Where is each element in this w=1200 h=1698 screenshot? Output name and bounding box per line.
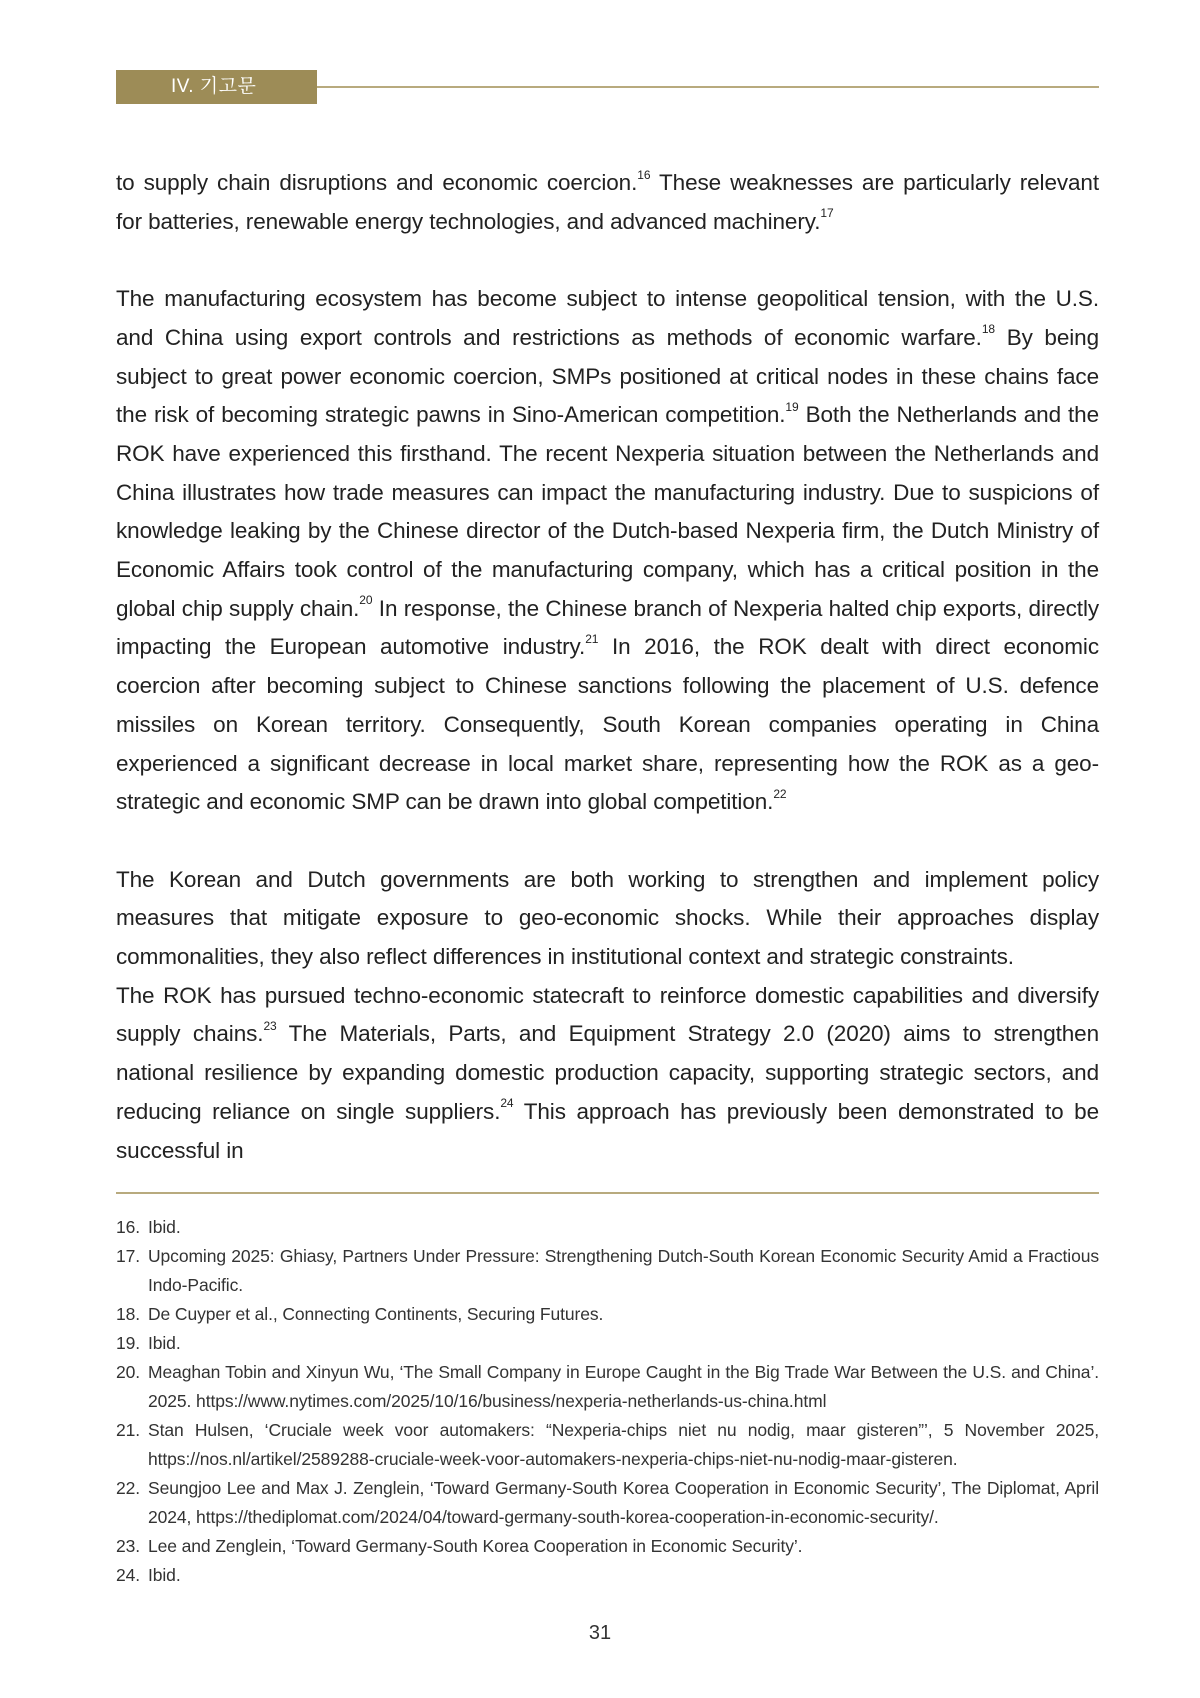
footnote-text: Ibid.	[148, 1217, 181, 1237]
footnote-number: 16.	[116, 1217, 141, 1237]
section-header	[116, 70, 1099, 104]
footnote-ref: 17	[820, 206, 834, 221]
footnote-number: 21.	[116, 1420, 141, 1440]
paragraph: to supply chain disruptions and economic coercion.$^{16}$ These weaknesses are particularly relevant for batteries, renewable energy technologies, and advanced machinery.$^{17}$	[116, 167, 1099, 234]
footnote-text: Meaghan Tobin and Xinyun Wu, ‘The Small Company in Europe Caught in the Big Trade War Between the U.S. and China’. 2025. https://www.nytimes.com/2025/10/16/business/nexperia-netherlands-us-china.html	[148, 1362, 1099, 1411]
footnote	[116, 1213, 1099, 1242]
footnote-ref: 20	[359, 593, 373, 608]
footnote	[116, 1358, 1099, 1416]
footnote-number: 17.	[116, 1246, 141, 1266]
footnote-ref: 24	[500, 1096, 514, 1111]
footnote-ref: 23	[263, 1018, 277, 1033]
paragraph: The manufacturing ecosystem has become subject to intense geopolitical tension, with the U.S. and China using export controls and restrictions as methods of economic warfare.$^{18}$ By being subject to great power economic coercion, SMPs positioned at critical nodes in these chains face the risk of becoming strategic pawns in Sino-American competition.$^{19}$ Both the Netherlands and the ROK have experienced this firsthand. The recent Nexperia situation between the Netherlands and China illustrates how trade measures can impact the manufacturing industry. Due to suspicions of knowledge leaking by the Chinese director of the Dutch-based Nexperia firm, the Dutch Ministry of Economic Affairs took control of the manufacturing company, which has a critical position in the global chip supply chain.$^{20}$ In response, the Chinese branch of Nexperia halted chip exports, directly impacting the European automotive industry.$^{21}$ In 2016, the ROK dealt with direct economic coercion after becoming subject to Chinese sanctions following the placement of U.S. defence missiles on Korean territory. Consequently, South Korean companies operating in China experienced a significant decrease in local market share, representing how the ROK as a geo-strategic and economic SMP can be drawn into global competition.$^{22}$	[116, 286, 1099, 815]
body-text	[116, 164, 1099, 1170]
paragraph: The ROK has pursued techno-economic statecraft to reinforce domestic capabilities and diversify supply chains.$^{23}$ The Materials, Parts, and Equipment Strategy 2.0 (2020) aims to strengthen national resilience by expanding domestic production capacity, supporting strategic sectors, and reducing reliance on single suppliers.$^{24}$ This approach has previously been demonstrated to be successful in	[116, 982, 1100, 1163]
footnotes-list	[116, 1213, 1099, 1590]
footnote-ref: 18	[981, 322, 995, 337]
footnote-ref: 19	[785, 399, 799, 414]
footnote	[116, 1474, 1099, 1532]
footnote-text: Seungjoo Lee and Max J. Zenglein, ‘Toward Germany-South Korea Cooperation in Economic Security’, The Diplomat, April 2024, https://thediplomat.com/2024/04/toward-germany-south-korea-cooperation-in-economic-security/.	[148, 1478, 1099, 1527]
footnote	[116, 1300, 1099, 1329]
footnote-number: 22.	[116, 1478, 141, 1498]
footnote	[116, 1416, 1099, 1474]
header-rule	[317, 86, 1099, 88]
footnote-number: 19.	[116, 1333, 141, 1353]
section-label: IV. 기고문	[116, 70, 317, 104]
footnote-text: Lee and Zenglein, ‘Toward Germany-South Korea Cooperation in Economic Security’.	[148, 1536, 803, 1556]
paragraph: The Korean and Dutch governments are both working to strengthen and implement policy measures that mitigate exposure to geo-economic shocks. While their approaches display commonalities, they also reflect differences in institutional context and strategic constraints.	[116, 866, 1099, 970]
footnote	[116, 1532, 1099, 1561]
footnote-number: 24.	[116, 1565, 141, 1585]
footnote-number: 23.	[116, 1536, 141, 1556]
footnote-ref: 22	[773, 786, 787, 801]
footnote-ref: 16	[637, 167, 651, 182]
footnote	[116, 1561, 1099, 1590]
footnote	[116, 1329, 1099, 1358]
page-number: 31	[588, 1622, 612, 1644]
footnote-text: Upcoming 2025: Ghiasy, Partners Under Pressure: Strengthening Dutch-South Korean Economic Security Amid a Fractious Indo-Pacific.	[148, 1246, 1099, 1295]
footnote-divider	[116, 1192, 1099, 1194]
footnote-text: De Cuyper et al., Connecting Continents, Securing Futures.	[148, 1304, 604, 1324]
footnote-text: Stan Hulsen, ‘Cruciale week voor automakers: “Nexperia-chips niet nu nodig, maar gisteren”’, 5 November 2025, https://nos.nl/artikel/2589288-cruciale-week-voor-automakers-nexperia-chips-niet-nu-nodig-maar-gisteren.	[148, 1420, 1099, 1469]
footnote-number: 20.	[116, 1362, 141, 1382]
footnote	[116, 1242, 1099, 1300]
footnote-number: 18.	[116, 1304, 141, 1324]
footnote-ref: 21	[585, 631, 599, 646]
footnote-text: Ibid.	[148, 1565, 181, 1585]
footnote-text: Ibid.	[148, 1333, 181, 1353]
